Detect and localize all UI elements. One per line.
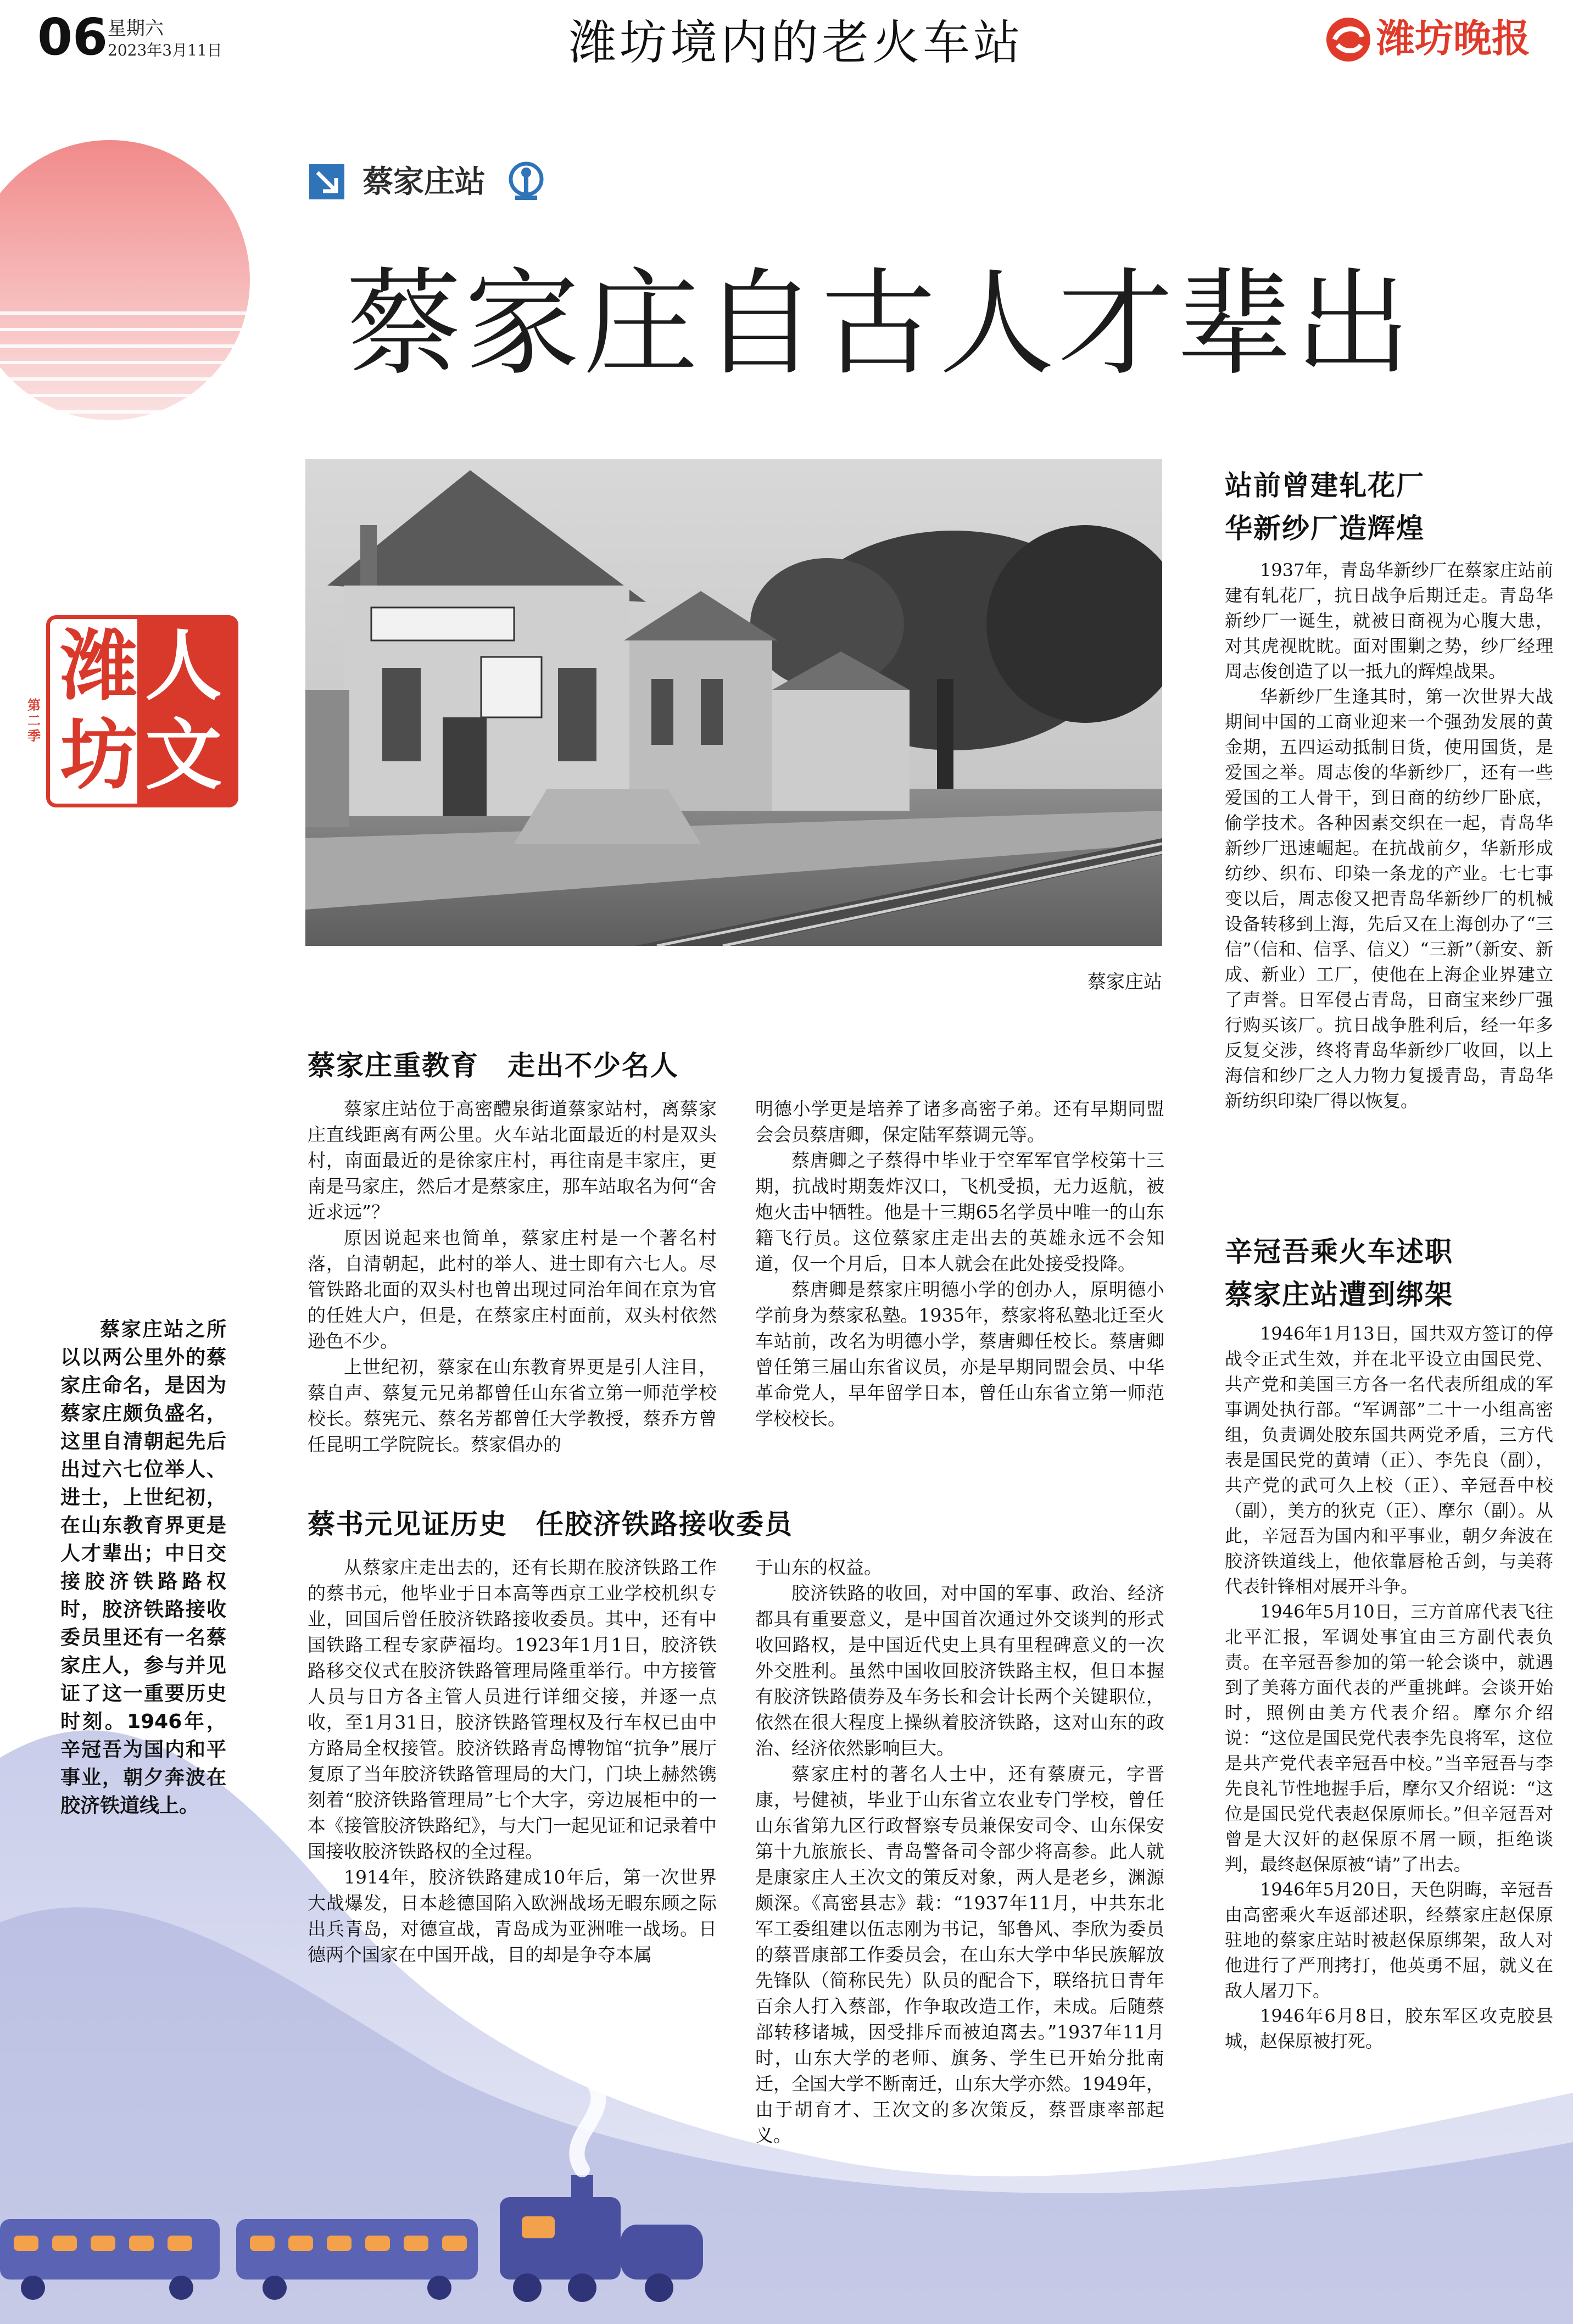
paragraph: 1937年，青岛华新纱厂在蔡家庄站前建有轧花厂，抗日战争后期迁走。青岛华新纱厂一诞生，就被日商视为心腹大患，对其虎视眈眈。面对围剿之势，纱厂经理周志俊创造了以一抵九的辉煌战果。 (1225, 560, 1553, 682)
paragraph: 蔡唐卿是蔡家庄明德小学的创办人，原明德小学前身为蔡家私塾。1935年，蔡家将私塾北迁至火车站前，改名为明德小学，蔡唐卿任校长。蔡唐卿曾任第三届山东省议员，亦是早期同盟会员、中华革命党人，早年留学日本，曾任山东省立第一师范学校校长。 (755, 1279, 1164, 1429)
page-number: 06 (37, 8, 108, 66)
column-label-text: 蔡家庄站 (362, 164, 486, 200)
paragraph: 1946年5月10日，三方首席代表飞往北平汇报，军调处事宜由三方副代表负责。在辛冠吾参加的第一轮会谈中，就遇到了美蒋方面代表的严重挑衅。会谈开始时，照例由美方代表介绍。摩尔介绍说：“这位是国民党代表李先良将军，这位是共产党代表辛冠吾中校。”当辛冠吾与李先良礼节性地握手后，摩尔又介绍说：“这位是国民党代表赵保原师长。”但辛冠吾对曾是大汉奸的赵保原不屑一顾，拒绝谈判，最终赵保原被“请”了出去。 (1225, 1601, 1553, 1875)
intro-paragraph (60, 1316, 226, 1820)
paragraph: 蔡家庄站位于高密醴泉街道蔡家站村，离蔡家庄直线距离有两公里。火车站北面最近的村是双头村，南面最近的是徐家庄村，再往南是丰家庄，更南是马家庄，然后才是蔡家庄，那车站取名为何“舍近求远”？ (308, 1098, 717, 1223)
paragraph: 从蔡家庄走出去的，还有长期在胶济铁路工作的蔡书元，他毕业于日本高等西京工业学校机织专业，回国后曾任胶济铁路接收委员。其中，还有中国铁路工程专家萨福均。1923年1月1日，胶济铁路移交仪式在胶济铁路管理局隆重举行。中方接管人员与日方各主管人员进行详细交接，并逐一点收，至1月31日，胶济铁路管理权及行车权已由中方路局全权接管。胶济铁路青岛博物馆“抗争”展厅复原了当年胶济铁路管理局的大门，门块上赫然镌刻着“胶济铁路管理局”七个大字，旁边展柜中的一本《接管胶济铁路纪》，与大门一起见证和记录着中国接收胶济铁路权的全过程。 (308, 1557, 717, 1862)
paragraph: 上世纪初，蔡家在山东教育界更是引人注目，蔡自声、蔡复元兄弟都曾任山东省立第一师范学校校长。蔡宪元、蔡名芳都曾任大学教授，蔡乔方曾任昆明工学院院长。蔡家倡办的 (308, 1356, 717, 1455)
paragraph: 于山东的权益。 (755, 1557, 882, 1578)
section1-col2 (755, 1096, 1164, 1431)
seal-char: 潍 (60, 621, 138, 711)
issue-date: 2023年3月11日 (108, 41, 222, 59)
section2-col1 (308, 1554, 717, 1968)
section1-heading: 蔡家庄重教育 走出不少名人 (308, 1050, 679, 1082)
paragraph: 蔡家庄村的著名人士中，还有蔡赓元，字晋康，号健祯，毕业于山东省立农业专门学校，曾任山东省第九区行政督察专员兼保安司令、山东保安第十九旅旅长、青岛警备司令部少将高参。此人就是康家庄人王次文的策反对象，两人是老乡，渊源颇深。《高密县志》载：“1937年11月，中共东北军工委组建以伍志刚为书记，邹鲁风、李欣为委员的蔡晋康部工作委员会，在山东大学中华民族解放先锋队（简称民先）队员的配合下，联络抗日青年百余人打入蔡部，作争取改造工作，未成。后随蔡部转移诸城，因受排斥而被迫离去。”1937年11月时，山东大学的老师、旗务、学生已开始分批南迁，全国大学不断南迁，山东大学亦然。1949年，由于胡育才、王次文的多次策反，蔡晋康率部起义。 (755, 1763, 1164, 2146)
paragraph: 蔡唐卿之子蔡得中毕业于空军军官学校第十三期，抗战时期轰炸汉口，飞机受损，无力返航，被炮火击中牺牲。他是十三期65名学员中唯一的山东籍飞行员。这位蔡家庄走出去的英雄永远不会知道，仅一个月后，日本人就会在此处接受投降。 (755, 1150, 1164, 1274)
pink-circle-decoration (0, 132, 258, 439)
station-photo (305, 459, 1162, 946)
section3-heading-line2: 华新纱厂造辉煌 (1225, 512, 1425, 544)
seal-stamp (27, 615, 242, 824)
paragraph: 1914年，胶济铁路建成10年后，第一次世界大战爆发，日本趁德国陷入欧洲战场无暇东顾之际出兵青岛，对德宣战，青岛成为亚洲唯一战场。日德两个国家在中国开战，目的却是争夺本属 (308, 1866, 717, 1965)
seal-char: 文 (145, 710, 222, 800)
logo-swirl-icon (1324, 15, 1373, 64)
paragraph: 1946年5月20日，天色阴晦，辛冠吾由高密乘火车返部述职，经蔡家庄赵保原驻地的蔡家庄站时被赵保原绑架，敌人对他进行了严刑拷打，他英勇不屈，就义在敌人屠刀下。 (1225, 1879, 1553, 2001)
series-title: 潍坊境内的老火车站 (569, 15, 1024, 70)
section1-col1 (308, 1096, 717, 1457)
section4-heading (1225, 1230, 1453, 1316)
section3-heading (1225, 464, 1425, 550)
weekday: 星期六 (108, 18, 164, 40)
logo-text: 潍坊晚报 (1376, 16, 1530, 61)
paragraph: 华新纱厂生逢其时，第一次世界大战期间中国的工商业迎来一个强劲发展的黄金期，五四运动抵制日货，使用国货，是爱国之举。周志俊的华新纱厂，还有一些爱国的工人骨干，到日商的纺纱厂卧底，偷学技术。各种因素交织在一起，青岛华新纱厂迅速崛起。在抗战前夕，华新形成纺纱、织布、印染一条龙的产业。七七事变以后，周志俊又把青岛华新纱厂的机械设备转移到上海，先后又在上海创办了“三信”（信和、信孚、信义）“三新”（新安、新成、新业）工厂，使他在上海企业界建立了声誉。日军侵占青岛，日商宝来纱厂强行购买该厂。抗日战争胜利后，经一年多反复交涉，终将青岛华新纱厂收回，以上海信和纱厂之人力物力复援青岛，青岛华新纺织印染厂得以恢复。 (1225, 686, 1553, 1111)
arrow-box-icon (308, 163, 346, 201)
section2-col2 (755, 1554, 1164, 2148)
newspaper-logo (1324, 12, 1554, 67)
section3-heading-line1: 站前曾建轧花厂 (1225, 470, 1425, 501)
section4-heading-line2: 蔡家庄站遭到绑架 (1225, 1279, 1453, 1311)
railway-logo-icon (505, 160, 547, 202)
paragraph: 原因说起来也简单，蔡家庄村是一个著名村落，自清朝起，此村的举人、进士即有六七人。尽管铁路北面的双头村也曾出现过同治年间在京为官的任姓大户，但是，在蔡家庄村面前，双头村依然逊色不少。 (308, 1227, 717, 1352)
photo-caption: 蔡家庄站 (1087, 971, 1162, 993)
paragraph: 1946年6月8日，胶东军区攻克胶县城，赵保原被打死。 (1225, 2005, 1553, 2052)
headline: 蔡家庄自古人才辈出 (346, 257, 1414, 391)
section4-body (1225, 1321, 1553, 2054)
seal-char: 人 (145, 621, 222, 711)
paragraph: 胶济铁路的收回，对中国的军事、政治、经济都具有重要意义，是中国首次通过外交谈判的形式收回路权，是中国近代史上具有里程碑意义的一次外交胜利。虽然中国收回胶济铁路主权，但日本握有胶济铁路债券及车务长和会计长两个关键职位，依然在很大程度上操纵着胶济铁路，这对山东的政治、经济依然影响巨大。 (755, 1582, 1164, 1759)
seal-side-text: 第二季 (27, 697, 41, 744)
section3-body (1225, 558, 1553, 1113)
paragraph: 明德小学更是培养了诸多高密子弟。还有早期同盟会会员蔡唐卿，保定陆军蔡调元等。 (755, 1098, 1164, 1145)
seal-char: 坊 (60, 710, 138, 800)
section2-heading: 蔡书元见证历史 任胶济铁路接收委员 (308, 1508, 793, 1540)
paragraph: 1946年1月13日，国共双方签订的停战令正式生效，并在北平设立由国民党、共产党和美国三方各一名代表所组成的军事调处执行部。“军调部”二十一小组高密组，负责调处胶东国共两党矛盾，三方代表是国民党的黄靖（正）、李先良（副），共产党的武可久上校（正）、辛冠吾中校（副），美方的狄克（正）、摩尔（副）。从此，辛冠吾为国内和平事业，朝夕奔波在胶济铁道线上，他依靠唇枪舌剑，与美蒋代表针锋相对展开斗争。 (1225, 1323, 1553, 1597)
section4-heading-line1: 辛冠吾乘火车述职 (1225, 1236, 1453, 1268)
intro-text: 蔡家庄站之所以以两公里外的蔡家庄命名，是因为蔡家庄颇负盛名，这里自清朝起先后出过六七位举人、进士，上世纪初，在山东教育界更是人才辈出；中日交接胶济铁路路权时，胶济铁路接收委员里还有一名蔡家庄人，参与并见证了这一重要历史时刻。1946年，辛冠吾为国内和平事业，朝夕奔波在胶济铁道线上。 (60, 1318, 226, 1817)
